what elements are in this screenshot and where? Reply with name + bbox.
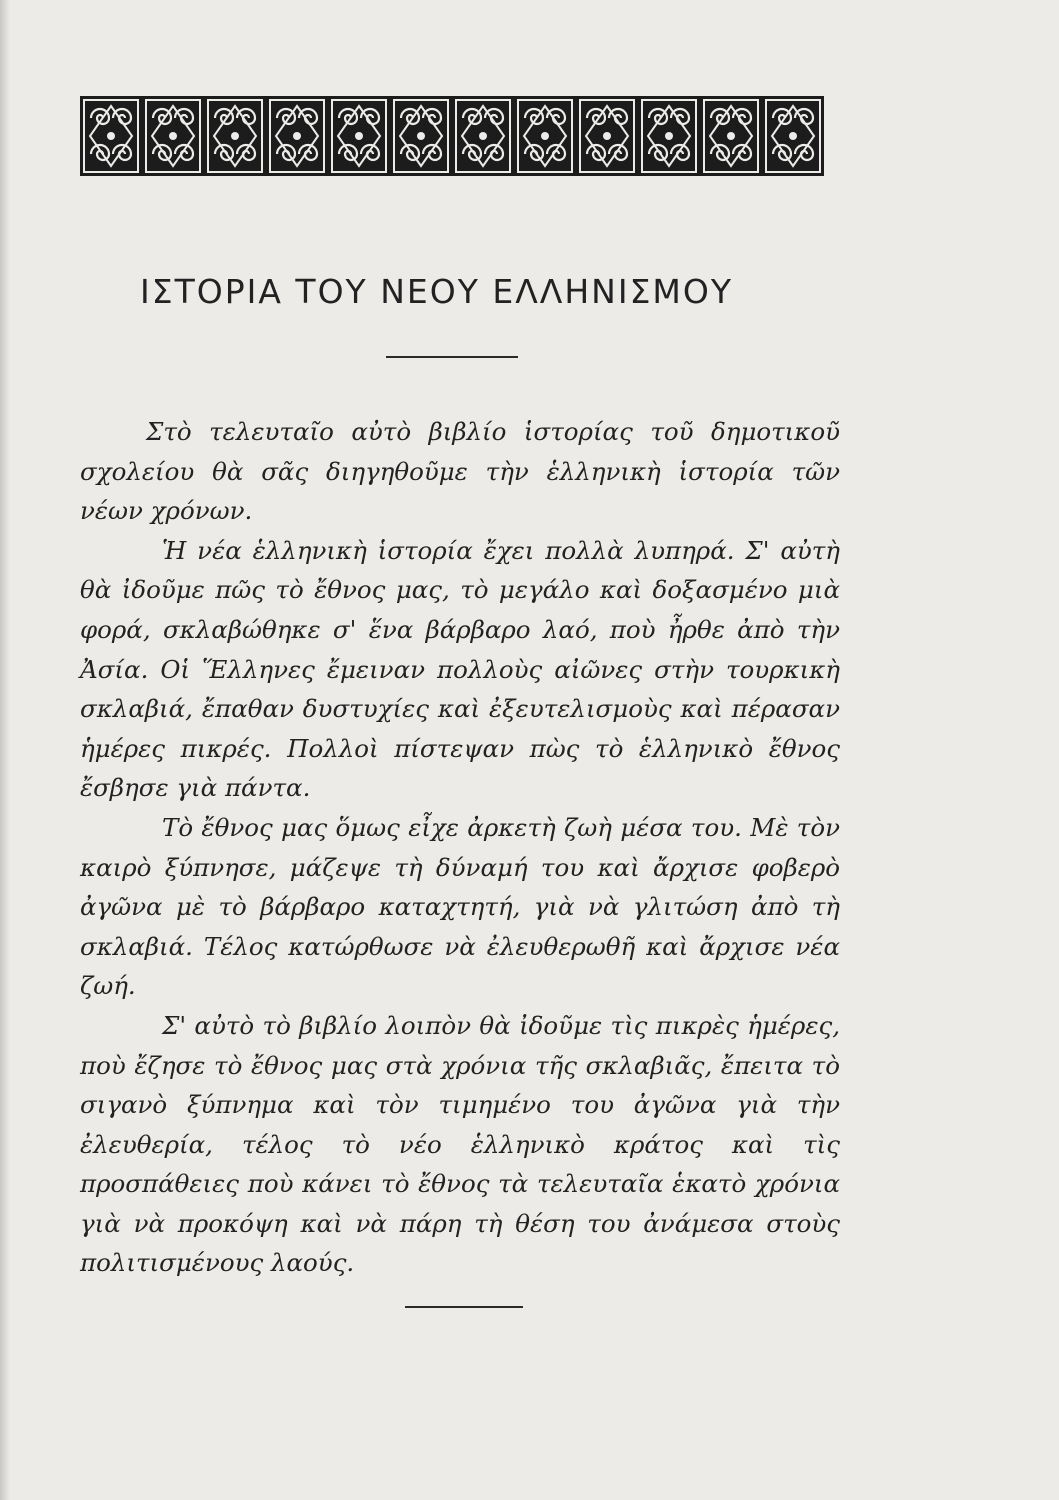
end-divider: [405, 1306, 523, 1308]
title-divider: [386, 356, 518, 358]
paragraph: Ἡ νέα ἑλληνικὴ ἱστορία ἔχει πολλὰ λυπηρά. Σ' αὐτὴ θὰ ἰδοῦμε πῶς τὸ ἔθνος μας, τὸ μεγάλο καὶ δοξασμένο μιὰ φορά, σκλαβώθηκε σ' ἕνα βάρβαρο λαό, ποὺ ἦρθε ἀπὸ τὴν Ἀσία. Οἱ Ἕλληνες ἔμειναν πολλοὺς αἰῶνες στὴν τουρκικὴ σκλαβιά, ἔπαθαν δυστυχίες καὶ ἐξευτελισμοὺς καὶ πέρασαν ἡμέρες πικρές. Πολλοὶ πίστεψαν πὼς τὸ ἑλληνικὸ ἔθνος ἔσβησε γιὰ πάντα.: [80, 535, 840, 803]
page-title: ΙΣΤΟΡΙΑ ΤΟΥ ΝΕΟΥ ΕΛΛΗΝΙΣΜΟΥ: [140, 272, 734, 311]
body-text: [80, 412, 840, 1283]
paragraph: Τὸ ἔθνος μας ὅμως εἶχε ἀρκετὴ ζωὴ μέσα του. Μὲ τὸν καιρὸ ξύπνησε, μάζεψε τὴ δύναμή του καὶ ἄρχισε φοβερὸ ἀγῶνα μὲ τὸ βάρβαρο καταχτητή, γιὰ νὰ γλιτώση ἀπὸ τὴ σκλαβιά. Τέλος κατώρθωσε νὰ ἐλευθερωθῆ καὶ ἄρχισε νέα ζωή.: [80, 812, 840, 1001]
paragraph: Σ' αὐτὸ τὸ βιβλίο λοιπὸν θὰ ἰδοῦμε τὶς πικρὲς ἡμέρες, ποὺ ἔζησε τὸ ἔθνος μας στὰ χρόνια τῆς σκλαβιᾶς, ἔπειτα τὸ σιγανὸ ξύπνημα καὶ τὸν τιμημένο του ἀγῶνα γιὰ τὴν ἐλευθερία, τέλος τὸ νέο ἑλληνικὸ κράτος καὶ τὶς προσπάθειες ποὺ κάνει τὸ ἔθνος τὰ τελευταῖα ἑκατὸ χρόνια γιὰ νὰ προκόψη καὶ νὰ πάρη τὴ θέση του ἀνάμεσα στοὺς πολιτισμένους λαούς.: [80, 1010, 840, 1278]
page-edge-shadow: [0, 0, 10, 1500]
greek-spiral-border-icon: [80, 96, 824, 176]
paragraph: Στὸ τελευταῖο αὐτὸ βιβλίο ἱστορίας τοῦ δημοτικοῦ σχολείου θὰ σᾶς διηγηθοῦμε τὴν ἑλληνικὴ ἱστορία τῶν νέων χρόνων.: [80, 417, 840, 526]
